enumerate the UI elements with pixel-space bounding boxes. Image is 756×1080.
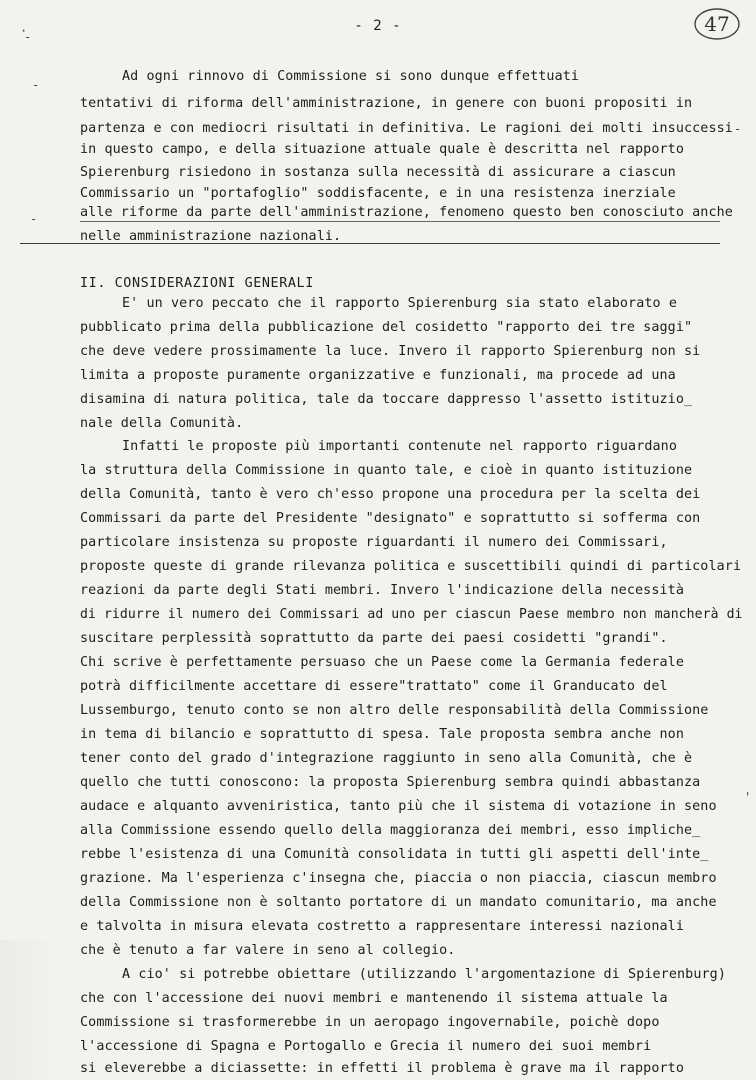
text-line: e talvolta in misura elevata costretto a rappresentare interessi nazionali: [80, 919, 684, 934]
margin-mark: ·: [20, 24, 28, 38]
text-line: particolare insistenza su proposte riguardanti il numero dei Commissari,: [80, 535, 668, 550]
text-line: la struttura della Commissione in quanto tale, e cioè in quanto istituzione: [80, 463, 693, 478]
text-line: E' un vero peccato che il rapporto Spierenburg sia stato elaborato e: [122, 296, 678, 311]
folio-number: 47: [704, 12, 730, 36]
text-line: in questo campo, e della situazione attuale quale è descritta nel rapporto: [80, 142, 684, 157]
text-line: Infatti le proposte più importanti contenute nel rapporto riguardano: [122, 439, 678, 454]
text-line: audace e alquanto avveniristica, tanto più che il sistema di votazione in seno: [80, 799, 717, 814]
text-line: della Comunità, tanto è vero ch'esso propone una procedura per la scelta dei: [80, 487, 701, 502]
text-line: suscitare perplessità soprattutto da parte dei paesi cosidetti "grandi".: [80, 631, 668, 646]
text-line: reazioni da parte degli Stati membri. Invero l'indicazione della necessità: [80, 583, 684, 598]
text-line: Commissione si trasformerebbe in un aeropago ingovernabile, poichè dopo: [80, 1015, 660, 1030]
text-line: che deve vedere prossimamente la luce. Invero il rapporto Spierenburg non si: [80, 344, 701, 359]
text-line: che con l'accessione dei nuovi membri e mantenendo il sistema attuale la: [80, 991, 668, 1006]
page-number: - 2 -: [354, 18, 402, 34]
text-line: Commissari da parte del Presidente "designato" e soprattutto si sofferma con: [80, 511, 701, 526]
text-line: rebbe l'esistenza di una Comunità consolidata in tutti gli aspetti dell'inte_: [80, 847, 709, 862]
text-line: alle riforme da parte dell'amministrazione, fenomeno questo ben conosciuto anche: [80, 205, 733, 220]
text-line: che è tenuto a far valere in seno al collegio.: [80, 943, 456, 958]
margin-mark: -: [24, 30, 32, 44]
margin-mark: ': [744, 790, 752, 804]
text-line: partenza e con mediocri risultati in definitiva. Le ragioni dei molti insuccessi: [80, 121, 733, 136]
margin-mark: -: [32, 78, 40, 92]
text-line: pubblicato prima della pubblicazione del cosidetto "rapporto dei tre saggi": [80, 320, 693, 335]
margin-mark: -: [30, 212, 38, 226]
scan-shadow: [0, 940, 60, 1080]
text-line: Lussemburgo, tenuto conto se non altro delle responsabilità della Commissione: [80, 703, 709, 718]
text-line: Commissario un "portafoglio" soddisfacente, e in una resistenza inerziale: [80, 186, 676, 201]
text-line: di ridurre il numero dei Commissari ad uno per ciascun Paese membro non mancherà di: [80, 607, 743, 622]
text-line: Chi scrive è perfettamente persuaso che un Paese come la Germania federale: [80, 655, 684, 670]
text-line: nale della Comunità.: [80, 416, 244, 431]
text-line: tener conto del grado d'integrazione raggiunto in seno alla Comunità, che è: [80, 751, 693, 766]
text-line: in tema di bilancio e soprattutto di spesa. Tale proposta sembra anche non: [80, 727, 684, 742]
margin-mark: -: [734, 122, 742, 136]
text-line: della Commissione non è soltanto portatore di un mandato comunitario, ma anche: [80, 895, 717, 910]
text-line: A cio' si potrebbe obiettare (utilizzando l'argomentazione di Spierenburg): [122, 967, 726, 982]
text-line: tentativi di riforma dell'amministrazione, in genere con buoni propositi in: [80, 96, 693, 111]
section-heading: II. CONSIDERAZIONI GENERALI: [80, 276, 314, 291]
underline-mark: [80, 221, 720, 222]
text-line: disamina di natura politica, tale da toccare dappresso l'assetto istituzio_: [80, 392, 693, 407]
text-line: limita a proposte puramente organizzative e funzionali, ma procede ad una: [80, 368, 676, 383]
text-line: Ad ogni rinnovo di Commissione si sono dunque effettuati: [122, 69, 580, 84]
text-line: alla Commissione essendo quello della maggioranza dei membri, esso impliche_: [80, 823, 701, 838]
text-line: nelle amministrazione nazionali.: [80, 229, 342, 244]
text-line: l'accessione di Spagna e Portogallo e Grecia il numero dei suoi membri: [80, 1039, 652, 1054]
folio-stamp: [692, 6, 742, 42]
text-line: Spierenburg risiedono in sostanza sulla necessità di assicurare a ciascun: [80, 165, 676, 180]
separator-line: [20, 243, 720, 244]
text-line: proposte queste di grande rilevanza politica e suscettibili quindi di particolari: [80, 559, 742, 574]
text-line: grazione. Ma l'esperienza c'insegna che, piaccia o non piaccia, ciascun membro: [80, 871, 717, 886]
text-line: potrà difficilmente accettare di essere"trattato" come il Granducato del: [80, 679, 668, 694]
text-line: quello che tutti conoscono: la proposta Spierenburg sembra quindi abbastanza: [80, 775, 701, 790]
text-line: si eleverebbe a diciassette: in effetti il problema è grave ma il rapporto: [80, 1061, 684, 1076]
